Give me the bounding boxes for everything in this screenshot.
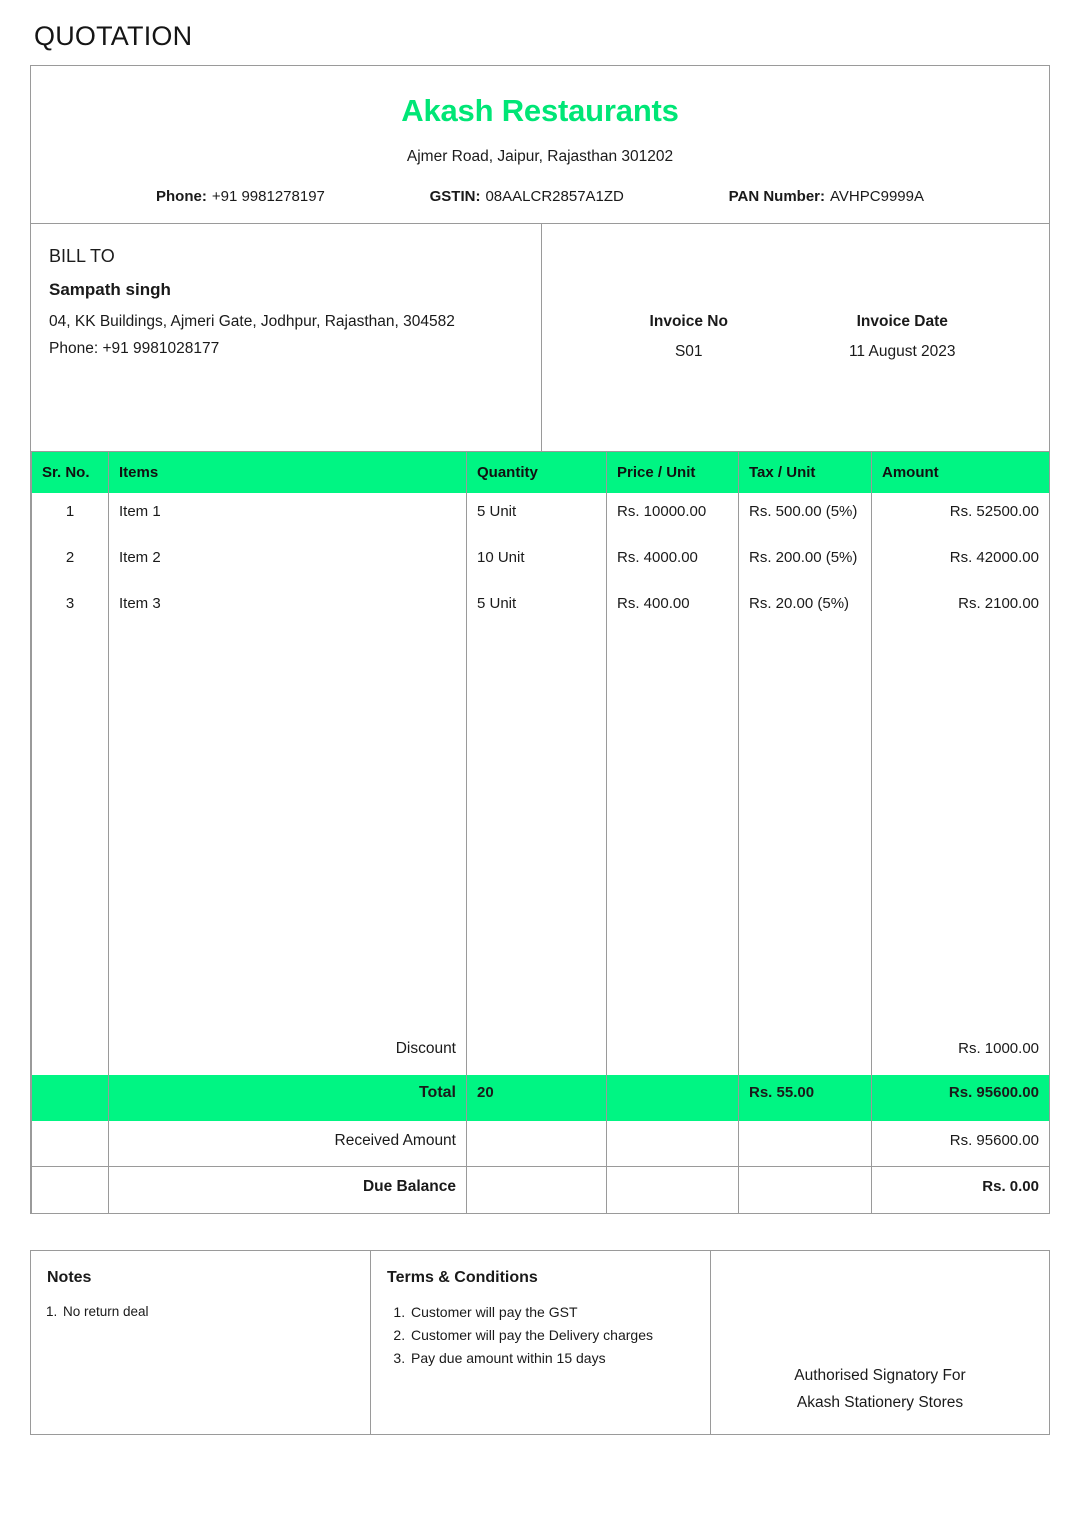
terms-list — [387, 1301, 694, 1370]
cell-price: Rs. 10000.00 — [607, 493, 739, 539]
cell-sr: 2 — [32, 539, 109, 585]
spacer-cell — [467, 631, 607, 1029]
discount-blank-qty — [467, 1029, 607, 1075]
cell-amount: Rs. 52500.00 — [872, 493, 1050, 539]
table-header — [32, 452, 1050, 493]
company-gstin-value: 08AALCR2857A1ZD — [485, 187, 624, 205]
bill-to-phone-label: Phone: — [49, 339, 99, 357]
received-blank-sr — [32, 1121, 109, 1167]
company-phone — [156, 188, 325, 205]
company-pan-label: PAN Number: — [728, 187, 826, 205]
list-item: 3. Pay due amount within 15 days — [409, 1347, 694, 1370]
discount-amount: Rs. 1000.00 — [872, 1029, 1050, 1075]
spacer-cell — [872, 631, 1050, 1029]
table-row — [32, 539, 1050, 585]
table-empty-space — [32, 631, 1050, 1029]
invoice-date-value: 11 August 2023 — [848, 343, 956, 361]
invoice-number-label: Invoice No — [649, 313, 728, 331]
total-amount: Rs. 95600.00 — [872, 1075, 1050, 1121]
received-blank-qty — [467, 1121, 607, 1167]
column-header-quantity: Quantity — [467, 452, 607, 493]
spacer-cell — [32, 631, 109, 1029]
company-name: Akash Restaurants — [401, 92, 679, 128]
cell-item: Item 3 — [109, 585, 467, 631]
cell-quantity: 5 Unit — [467, 585, 607, 631]
column-header-price: Price / Unit — [607, 452, 739, 493]
table-row — [32, 585, 1050, 631]
company-gstin-label: GSTIN: — [429, 187, 481, 205]
due-label: Due Balance — [109, 1167, 467, 1213]
bill-to-phone — [49, 340, 523, 358]
invoice-date-field — [796, 313, 1010, 361]
received-amount-row — [32, 1121, 1050, 1167]
due-amount: Rs. 0.00 — [872, 1167, 1050, 1213]
company-pan — [729, 188, 924, 205]
discount-blank-sr — [32, 1029, 109, 1075]
discount-row — [32, 1029, 1050, 1075]
cell-item: Item 2 — [109, 539, 467, 585]
party-section — [31, 224, 1049, 452]
column-header-amount: Amount — [872, 452, 1050, 493]
page-title: QUOTATION — [34, 21, 193, 51]
company-phone-value: +91 9981278197 — [211, 187, 325, 205]
cell-sr: 3 — [32, 585, 109, 631]
list-item: 1. Customer will pay the GST — [409, 1301, 694, 1324]
column-header-tax: Tax / Unit — [739, 452, 872, 493]
cell-item: Item 1 — [109, 493, 467, 539]
list-item: 2. Customer will pay the Delivery charges — [409, 1324, 694, 1347]
received-blank-price — [607, 1121, 739, 1167]
company-phone-label: Phone: — [156, 187, 207, 205]
total-quantity: 20 — [467, 1075, 607, 1121]
spacer-cell — [739, 631, 872, 1029]
spacer-cell — [607, 631, 739, 1029]
received-amount: Rs. 95600.00 — [872, 1121, 1050, 1167]
discount-label: Discount — [109, 1029, 467, 1075]
table-header-row — [32, 452, 1050, 493]
bill-to-address: 04, KK Buildings, Ajmeri Gate, Jodhpur, Rajasthan, 304582 — [49, 312, 455, 330]
invoice-date-label: Invoice Date — [856, 313, 948, 331]
company-pan-value: AVHPC9999A — [830, 187, 924, 205]
company-address: Ajmer Road, Jaipur, Rajasthan 301202 — [406, 147, 674, 165]
total-blank-price — [607, 1075, 739, 1121]
bill-to-heading: BILL TO — [49, 245, 115, 266]
cell-price: Rs. 400.00 — [607, 585, 739, 631]
received-label: Received Amount — [109, 1121, 467, 1167]
cell-tax: Rs. 500.00 (5%) — [739, 493, 872, 539]
company-meta-row — [51, 188, 1029, 205]
signatory-line-1: Authorised Signatory For — [794, 1366, 966, 1384]
terms-block — [371, 1251, 711, 1434]
total-row — [32, 1075, 1050, 1121]
due-blank-sr — [32, 1167, 109, 1213]
notes-list — [47, 1301, 354, 1323]
cell-quantity: 10 Unit — [467, 539, 607, 585]
invoice-info-block — [542, 224, 1049, 451]
total-label: Total — [109, 1075, 467, 1121]
cell-amount: Rs. 2100.00 — [872, 585, 1050, 631]
column-header-items: Items — [109, 452, 467, 493]
cell-sr: 1 — [32, 493, 109, 539]
due-blank-price — [607, 1167, 739, 1213]
cell-tax: Rs. 200.00 (5%) — [739, 539, 872, 585]
invoice-container — [30, 65, 1050, 1214]
cell-tax: Rs. 20.00 (5%) — [739, 585, 872, 631]
spacer-cell — [109, 631, 467, 1029]
cell-amount: Rs. 42000.00 — [872, 539, 1050, 585]
cell-price: Rs. 4000.00 — [607, 539, 739, 585]
due-blank-qty — [467, 1167, 607, 1213]
company-header — [31, 66, 1049, 224]
received-blank-tax — [739, 1121, 872, 1167]
terms-heading: Terms & Conditions — [387, 1268, 538, 1286]
total-blank-sr — [32, 1075, 109, 1121]
table-row — [32, 493, 1050, 539]
total-tax: Rs. 55.00 — [739, 1075, 872, 1121]
list-item: 1. No return deal — [61, 1301, 354, 1323]
signatory-line-2: Akash Stationery Stores — [796, 1393, 964, 1411]
due-balance-row — [32, 1167, 1050, 1213]
company-gstin — [430, 188, 624, 205]
line-items-table — [31, 452, 1050, 1213]
invoice-number-field — [582, 313, 796, 361]
notes-heading: Notes — [47, 1268, 92, 1286]
bill-to-name: Sampath singh — [49, 279, 171, 299]
bill-to-block — [31, 224, 542, 451]
signatory-block — [711, 1251, 1049, 1434]
column-header-sr: Sr. No. — [32, 452, 109, 493]
invoice-number-value: S01 — [674, 343, 703, 361]
discount-blank-tax — [739, 1029, 872, 1075]
footer-section — [30, 1250, 1050, 1435]
notes-block — [31, 1251, 371, 1434]
bill-to-phone-value: +91 9981028177 — [102, 339, 220, 357]
due-blank-tax — [739, 1167, 872, 1213]
cell-quantity: 5 Unit — [467, 493, 607, 539]
discount-blank-price — [607, 1029, 739, 1075]
table-body — [32, 493, 1050, 1213]
